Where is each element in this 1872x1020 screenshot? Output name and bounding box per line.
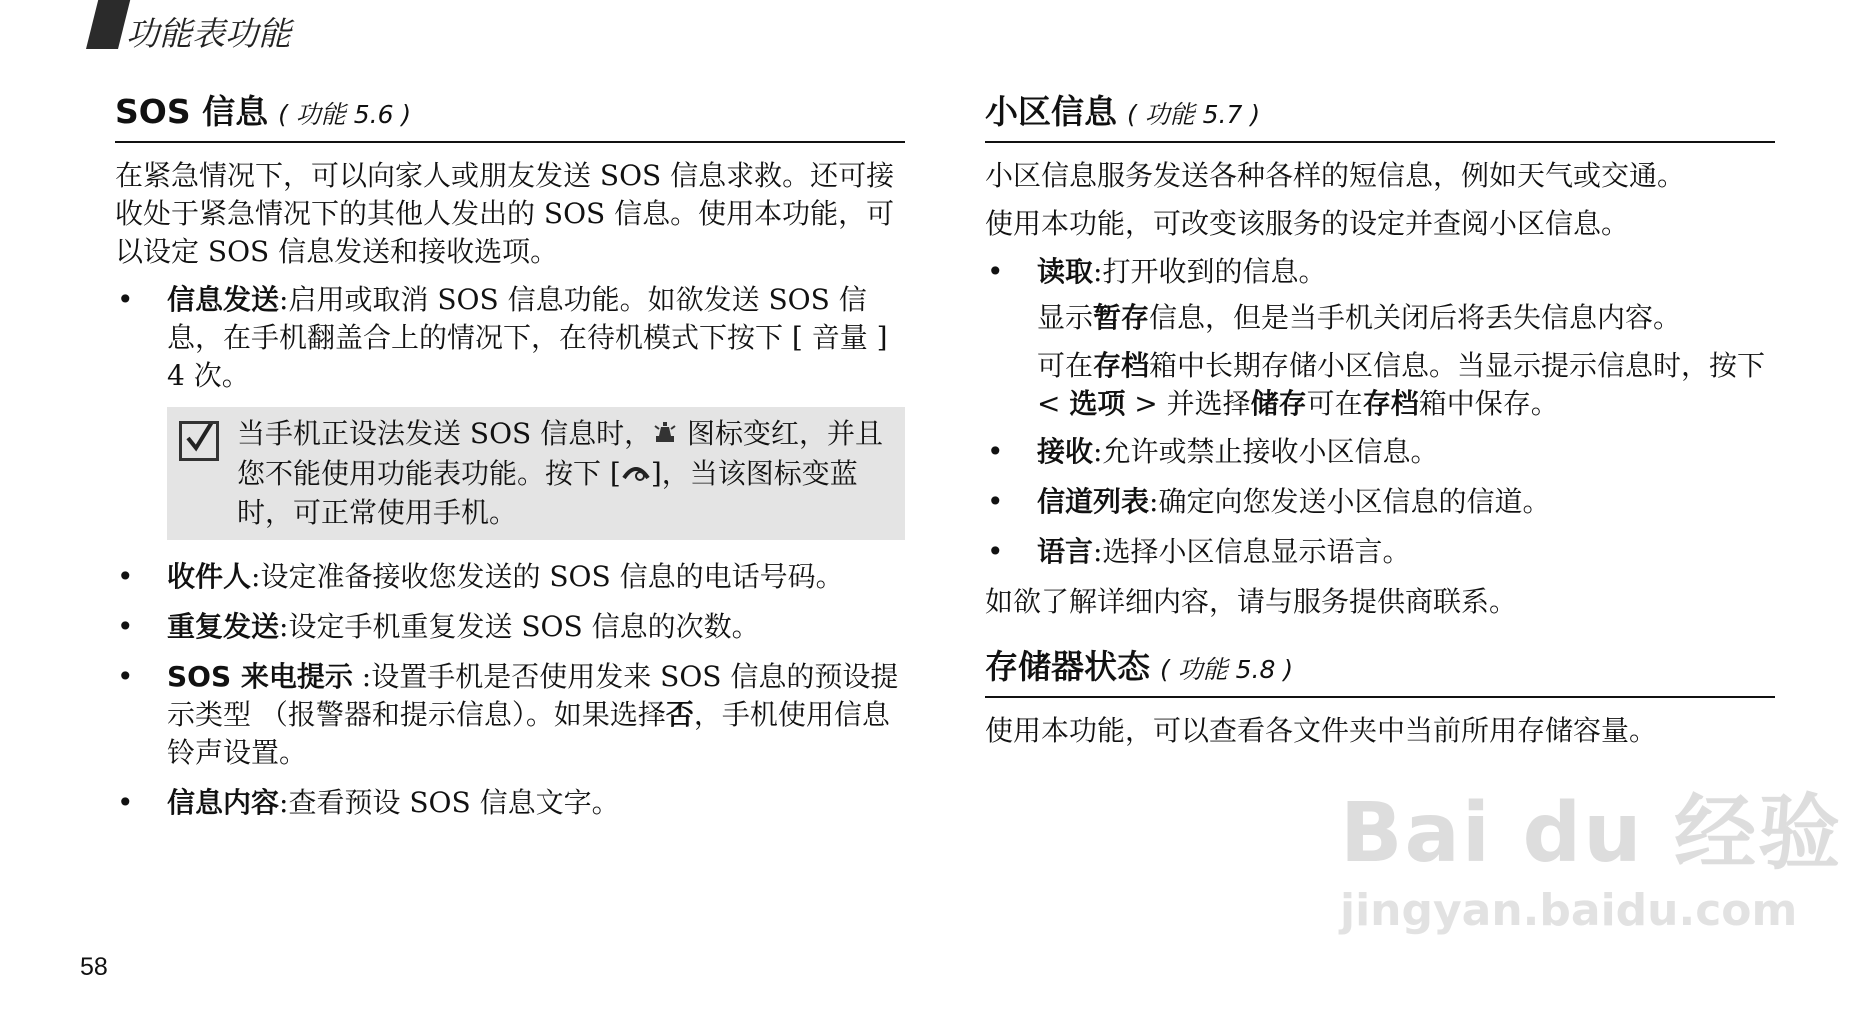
option-sep: : xyxy=(279,786,289,819)
end-call-icon xyxy=(621,456,651,494)
cb-footer: 如欲了解详细内容，请与服务提供商联系。 xyxy=(985,585,1518,618)
option-desc: 启用或取消 SOS 信息功能。如欲发送 SOS 信息，在手机翻盖合上的情况下，在待机模式下按下 [ 音量 ] 4 次。 xyxy=(167,283,888,392)
note-text-1: 当手机正设法发送 SOS 信息时， xyxy=(237,417,653,450)
checkmark-icon xyxy=(179,421,219,461)
detail-keyword: 暂存 xyxy=(1093,301,1150,334)
memory-intro: 使用本功能，可以查看各文件夹中当前所用存储容量。 xyxy=(985,714,1658,747)
bullet-icon: • xyxy=(987,485,1004,518)
bullet-icon: • xyxy=(117,660,134,693)
option-keyword: 信道列表 xyxy=(1037,485,1150,518)
running-header-title: 功能表功能 xyxy=(126,14,291,53)
sos-intro: 在紧急情况下，可以向家人或朋友发送 SOS 信息求救。还可接收处于紧急情况下的其他人发出的 SOS 信息。使用本功能，可以设定 SOS 信息发送和接收选项。 xyxy=(115,159,895,268)
detail-text: 可在 xyxy=(1306,387,1363,420)
option-sep: : xyxy=(1149,485,1159,518)
option-desc: 允许或禁止接收小区信息。 xyxy=(1102,435,1439,468)
list-item xyxy=(985,483,1775,521)
option-keyword: 收件人 xyxy=(167,560,252,593)
detail-keyword: 选项 xyxy=(1069,387,1126,420)
note-text-2: 图标变红，并且您不能使用功能表功能。按下 [ xyxy=(237,417,884,490)
option-desc: 选择小区信息显示语言。 xyxy=(1102,535,1411,568)
list-item xyxy=(115,558,905,596)
bullet-icon: • xyxy=(987,535,1004,568)
option-sep: : xyxy=(279,283,289,316)
list-item xyxy=(115,784,905,822)
option-desc: 设置手机是否使用发来 SOS 信息的预设提示类型 （报警器和提示信息）。如果选择 xyxy=(167,660,899,731)
detail-text: 可在 xyxy=(1037,349,1094,382)
header-accent-bar xyxy=(86,0,130,49)
cb-options-list-2 xyxy=(985,433,1775,571)
memory-section-heading xyxy=(985,641,1775,698)
option-keyword-2: 否 xyxy=(665,698,694,731)
option-desc: 打开收到的信息。 xyxy=(1102,255,1327,288)
option-keyword: SOS 来电提示 xyxy=(167,660,353,693)
detail-text: 显示 xyxy=(1037,301,1094,334)
list-item xyxy=(115,281,905,395)
detail-text: > 并选择 xyxy=(1125,387,1251,420)
option-desc-2: ，手机使用信息铃声设置。 xyxy=(167,698,890,769)
detail-text: 信息，但是当手机关闭后将丢失信息内容。 xyxy=(1149,301,1682,334)
option-keyword: 接收 xyxy=(1037,435,1094,468)
list-item xyxy=(115,608,905,646)
page-number: 58 xyxy=(80,953,108,981)
note-text-3: ]，当该图标变蓝时，可正常使用手机。 xyxy=(237,456,858,529)
left-column xyxy=(115,86,905,834)
list-item xyxy=(985,433,1775,471)
memory-section-title: 存储器状态 xyxy=(985,647,1150,686)
option-keyword: 重复发送 xyxy=(167,610,280,643)
cb-section-heading xyxy=(985,86,1775,143)
cb-options-list xyxy=(985,253,1775,291)
option-sep: : xyxy=(1093,435,1103,468)
bullet-icon: • xyxy=(117,560,134,593)
sos-alarm-icon xyxy=(652,417,678,455)
sos-section-title: SOS 信息 xyxy=(115,92,269,131)
option-keyword: 信息发送 xyxy=(167,283,280,316)
note-box xyxy=(167,407,905,540)
bullet-icon: • xyxy=(987,435,1004,468)
detail-keyword: 储存 xyxy=(1250,387,1307,420)
detail-keyword: 存档 xyxy=(1093,349,1150,382)
sos-section-heading xyxy=(115,86,905,143)
baidu-watermark xyxy=(1340,768,1842,936)
option-keyword: 信息内容 xyxy=(167,786,280,819)
detail-text: 箱中长期存储小区信息。当显示提示信息时，按下 < xyxy=(1037,349,1766,420)
watermark-logo: Bai du 经验 xyxy=(1340,786,1843,881)
option-keyword: 读取 xyxy=(1037,255,1094,288)
option-desc: 设定手机重复发送 SOS 信息的次数。 xyxy=(288,610,760,643)
sos-options-list xyxy=(115,281,905,395)
list-item xyxy=(985,533,1775,571)
option-sep: : xyxy=(1093,255,1103,288)
bullet-icon: • xyxy=(117,610,134,643)
option-sep: : xyxy=(251,560,261,593)
option-keyword: 语言 xyxy=(1037,535,1094,568)
option-sep: : xyxy=(352,660,372,693)
list-item xyxy=(115,658,905,772)
cb-intro-1: 小区信息服务发送各种各样的短信息，例如天气或交通。 xyxy=(985,159,1686,192)
bullet-icon: • xyxy=(117,786,134,819)
watermark-url: jingyan.baidu.com xyxy=(1340,885,1798,936)
option-sep: : xyxy=(1093,535,1103,568)
cb-section-ref: ( 功能 5.7 ) xyxy=(1127,100,1261,129)
bullet-icon: • xyxy=(987,255,1004,288)
cb-section-title: 小区信息 xyxy=(985,92,1117,131)
option-sep: : xyxy=(279,610,289,643)
list-item xyxy=(985,253,1775,291)
cb-intro-2: 使用本功能，可改变该服务的设定并查阅小区信息。 xyxy=(985,207,1630,240)
memory-section-ref: ( 功能 5.8 ) xyxy=(1160,655,1294,684)
read-detail-2 xyxy=(1037,347,1775,423)
option-desc: 确定向您发送小区信息的信道。 xyxy=(1158,485,1551,518)
option-desc: 设定准备接收您发送的 SOS 信息的电话号码。 xyxy=(260,560,844,593)
detail-keyword: 存档 xyxy=(1362,387,1419,420)
bullet-icon: • xyxy=(117,283,134,316)
detail-text: 箱中保存。 xyxy=(1418,387,1559,420)
sos-options-list-2 xyxy=(115,558,905,822)
sos-section-ref: ( 功能 5.6 ) xyxy=(278,100,412,129)
read-detail-1 xyxy=(1037,299,1775,337)
right-column xyxy=(985,86,1775,760)
option-desc: 查看预设 SOS 信息文字。 xyxy=(288,786,620,819)
